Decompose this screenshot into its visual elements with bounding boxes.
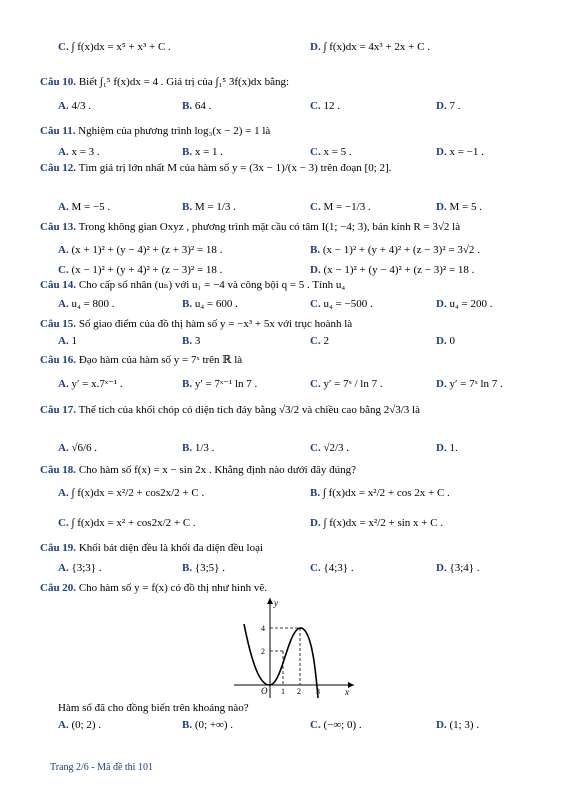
q15-stem: [40, 318, 352, 331]
q11-option-b: B. x = 1 .: [182, 146, 224, 158]
q19-text: Khối bát diện đều là khối đa diện đều loại: [78, 542, 264, 554]
q15-label: Câu 15.: [40, 318, 77, 330]
q20-option-d: D. (1; 3) .: [436, 719, 480, 731]
q15-option-b: B. 3: [182, 335, 201, 347]
q10-option-d: D. 7 .: [436, 100, 461, 112]
q12-label: Câu 12.: [40, 162, 77, 174]
function-graph: [230, 594, 360, 700]
q17-option-d: D. 1.: [436, 442, 458, 454]
q17-stem: [40, 404, 420, 417]
q11-text: Nghiệm của phương trình log₃(x − 2) = 1 là: [78, 125, 271, 137]
axis-x-label: x: [345, 687, 349, 697]
q17-label: Câu 17.: [40, 404, 77, 416]
q18-label: Câu 18.: [40, 464, 77, 476]
q10-option-b: B. 64 .: [182, 100, 212, 112]
q12-text: Tìm giá trị lớn nhất M của hàm số y = (3x − 1)/(x − 3) trên đoạn [0; 2].: [78, 162, 392, 174]
q16-text: Đạo hàm của hàm số y = 7ˣ trên ℝ là: [78, 354, 243, 366]
q15-option-a: A. 1: [58, 335, 77, 347]
x-tick-3: 3: [316, 687, 320, 696]
page-footer: Trang 2/6 - Mã đề thi 101: [50, 762, 153, 773]
q19-stem: [40, 542, 263, 555]
q12-stem: [40, 162, 391, 175]
q10-option-a: A. 4/3 .: [58, 100, 92, 112]
q17-text: Thể tích của khối chóp có diện tích đáy bằng √3/2 và chiều cao bằng 2√3/3 là: [78, 404, 420, 416]
q20-followup: Hàm số đã cho đồng biến trên khoảng nào?: [58, 702, 249, 714]
q10-label: Câu 10.: [40, 76, 77, 88]
axis-y-label: y: [274, 598, 278, 608]
q18-stem: [40, 464, 356, 477]
q18-option-b: B. ∫ f(x)dx = x²/2 + cos 2x + C .: [310, 487, 450, 499]
q11-stem: [40, 125, 270, 138]
q14-option-b: B. u₄ = 600 .: [182, 298, 238, 310]
q17-option-b: B. 1/3 .: [182, 442, 215, 454]
y-tick-4: 4: [261, 624, 265, 633]
q16-option-c: C. y′ = 7ˣ / ln 7 .: [310, 378, 383, 390]
q12-option-c: C. M = −1/3 .: [310, 201, 371, 213]
q10-text: Biết ∫₁⁵ f(x)dx = 4 . Giá trị của ∫₁⁵ 3f(x)dx bằng:: [78, 76, 290, 88]
q16-option-a: A. y′ = x.7ˣ⁻¹ .: [58, 378, 123, 390]
q15-option-c: C. 2: [310, 335, 329, 347]
q14-option-a: A. u₄ = 800 .: [58, 298, 115, 310]
q16-stem: [40, 354, 242, 367]
q14-label: Câu 14.: [40, 279, 77, 291]
q16-option-d: D. y′ = 7ˣ ln 7 .: [436, 378, 503, 390]
q12-option-b: B. M = 1/3 .: [182, 201, 236, 213]
q10-option-c: C. 12 .: [310, 100, 340, 112]
q11-option-a: A. x = 3 .: [58, 146, 100, 158]
q17-option-a: A. √6/6 .: [58, 442, 98, 454]
q13-option-d: D. (x − 1)² + (y − 4)² + (z − 3)² = 18 .: [310, 264, 475, 276]
x-tick-1: 1: [281, 687, 285, 696]
q12-option-d: D. M = 5 .: [436, 201, 482, 213]
q15-text: Số giao điểm của đồ thị hàm số y = −x³ + 5x với trục hoành là: [78, 318, 353, 330]
q20-option-a: A. (0; 2) .: [58, 719, 102, 731]
q20-option-c: C. (−∞; 0) .: [310, 719, 362, 731]
q17-option-c: C. √2/3 .: [310, 442, 350, 454]
q19-label: Câu 19.: [40, 542, 77, 554]
q14-option-c: C. u₄ = −500 .: [310, 298, 373, 310]
q9-option-d: D. ∫ f(x)dx = 4x³ + 2x + C .: [310, 41, 430, 53]
q18-option-d: D. ∫ f(x)dx = x²/2 + sin x + C .: [310, 517, 444, 529]
q14-option-d: D. u₄ = 200 .: [436, 298, 493, 310]
q16-option-b: B. y′ = 7ˣ⁻¹ ln 7 .: [182, 378, 258, 390]
q13-label: Câu 13.: [40, 221, 77, 233]
q14-stem: [40, 279, 345, 292]
q19-option-d: D. {3;4} .: [436, 562, 480, 574]
q13-text: Trong không gian Oxyz , phương trình mặt cầu có tâm I(1; −4; 3), bán kính R = 3√2 là: [78, 221, 461, 233]
q20-option-b: B. (0; +∞) .: [182, 719, 234, 731]
y-tick-2: 2: [261, 647, 265, 656]
q10-stem: [40, 76, 289, 89]
q18-option-c: C. ∫ f(x)dx = x² + cos2x/2 + C .: [58, 517, 196, 529]
q19-option-b: B. {3;5} .: [182, 562, 225, 574]
q13-option-c: C. (x − 1)² + (y + 4)² + (z − 3)² = 18 .: [58, 264, 223, 276]
x-tick-2: 2: [297, 687, 301, 696]
q13-option-a: A. (x + 1)² + (y − 4)² + (z + 3)² = 18 .: [58, 244, 223, 256]
q15-option-d: D. 0: [436, 335, 455, 347]
q20-stem: [40, 582, 267, 595]
q18-text: Cho hàm số f(x) = x − sin 2x . Khẳng định nào dưới đây đúng?: [78, 464, 356, 476]
q19-option-a: A. {3;3} .: [58, 562, 102, 574]
origin-label: O: [261, 686, 268, 696]
q11-label: Câu 11.: [40, 125, 76, 137]
q19-option-c: C. {4;3} .: [310, 562, 354, 574]
q16-label: Câu 16.: [40, 354, 77, 366]
q11-option-c: C. x = 5 .: [310, 146, 352, 158]
q14-text: Cho cấp số nhân (uₙ) với u₁ = −4 và công bội q = 5 . Tính u₄: [78, 279, 346, 291]
q13-option-b: B. (x − 1)² + (y + 4)² + (z − 3)² = 3√2 .: [310, 244, 480, 256]
q9-option-c: C. ∫ f(x)dx = x⁵ + x³ + C .: [58, 41, 171, 53]
q20-label: Câu 20.: [40, 582, 77, 594]
q20-text: Cho hàm số y = f(x) có đồ thị như hình vẽ.: [78, 582, 267, 594]
q13-stem: [40, 221, 460, 234]
q18-option-a: A. ∫ f(x)dx = x²/2 + cos2x/2 + C .: [58, 487, 205, 499]
q12-option-a: A. M = −5 .: [58, 201, 111, 213]
q11-option-d: D. x = −1 .: [436, 146, 484, 158]
